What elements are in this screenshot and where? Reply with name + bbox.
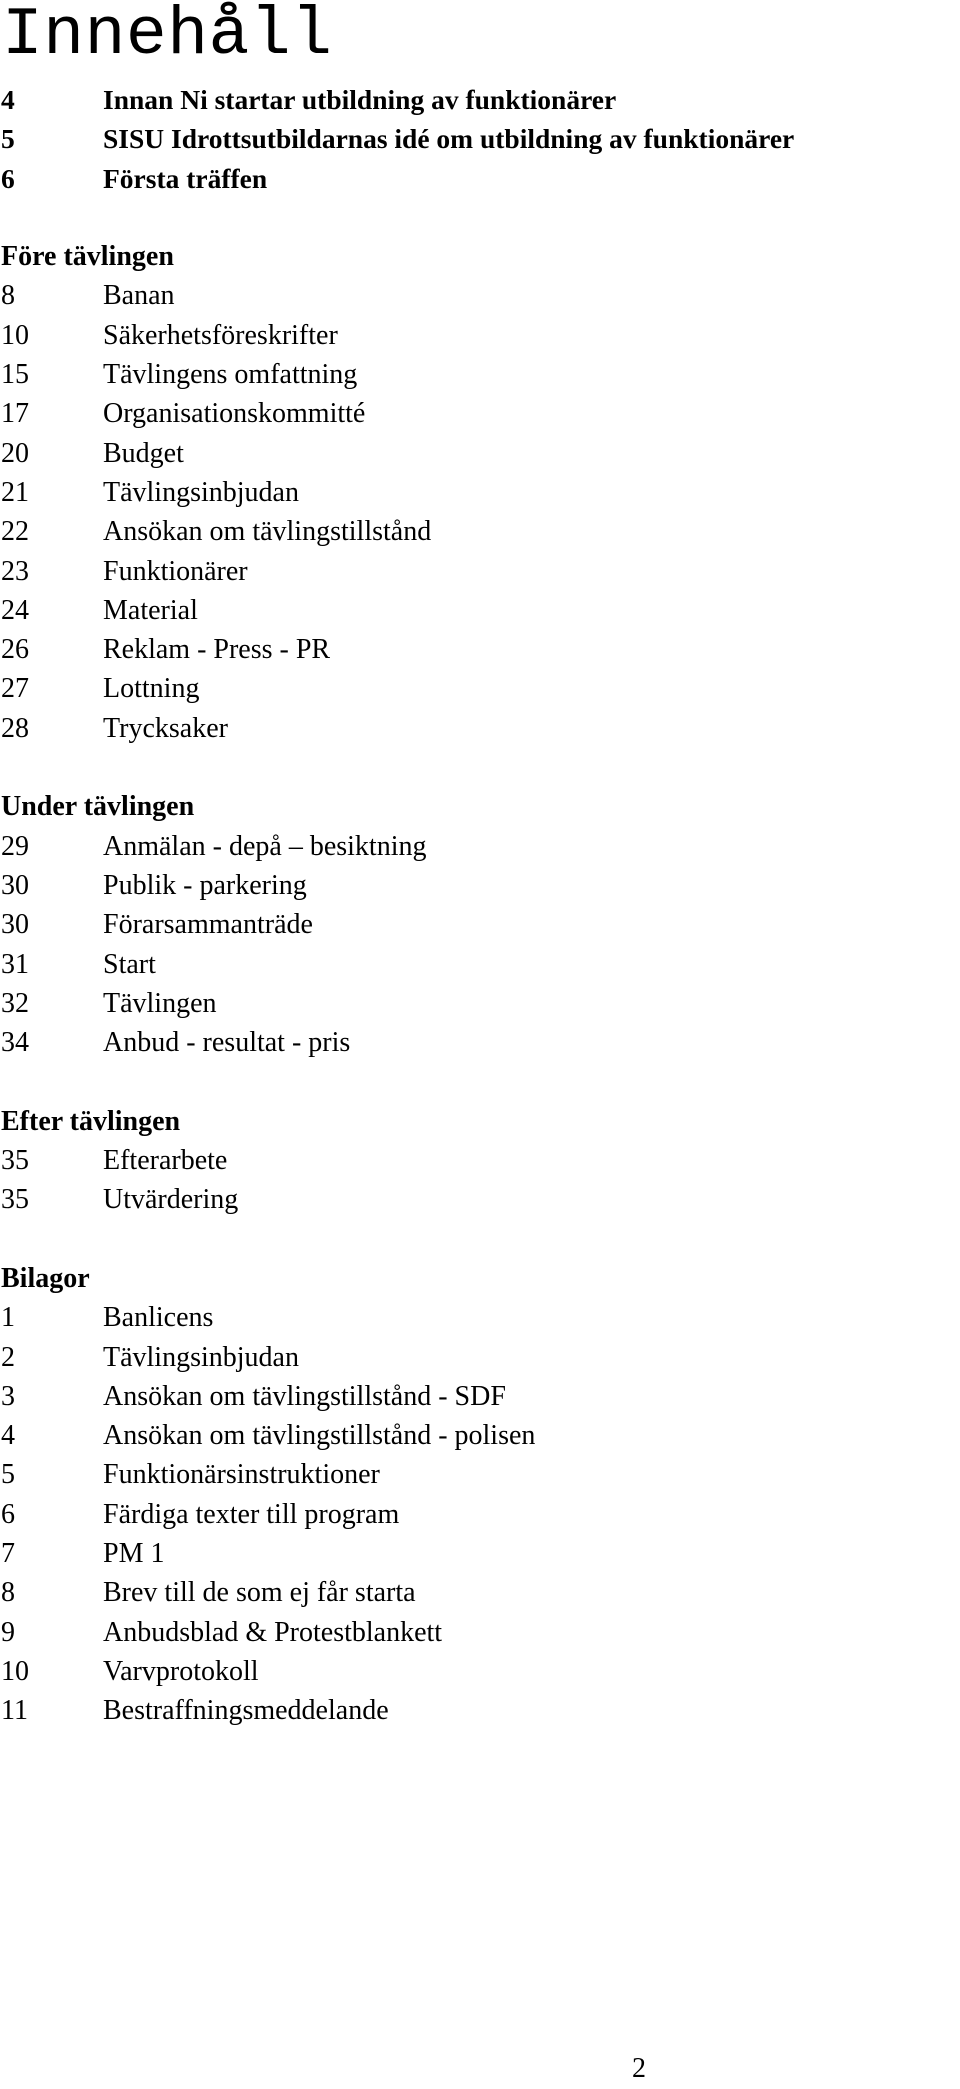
toc-entry-title: Ansökan om tävlingstillstånd - polisen xyxy=(103,1420,536,1452)
toc-entry-title: Färdiga texter till program xyxy=(103,1498,400,1530)
toc-entry-title: Första träffen xyxy=(103,162,268,194)
toc-entry xyxy=(0,434,960,473)
toc-entry-title: PM 1 xyxy=(103,1537,165,1569)
toc-page-number: 9 xyxy=(1,1616,15,1648)
toc-page-number: 10 xyxy=(1,1655,29,1687)
toc-entry-title: Banlicens xyxy=(103,1302,214,1334)
toc-entry-title: Efterarbete xyxy=(103,1145,228,1177)
toc-entry-title: Säkerhetsföreskrifter xyxy=(103,319,338,351)
toc-entry xyxy=(0,159,960,198)
toc-entry-title: Tävlingsinbjudan xyxy=(103,476,299,508)
toc-page-number: 11 xyxy=(1,1695,28,1727)
toc-page-number: 15 xyxy=(1,359,29,391)
toc-entry xyxy=(0,1141,960,1180)
toc-page-number: 4 xyxy=(1,84,15,115)
page-number: 2 xyxy=(632,2053,646,2084)
toc-page-number: 10 xyxy=(1,319,29,351)
toc-entry-title: Banan xyxy=(103,280,175,312)
toc-page-number: 23 xyxy=(1,555,29,587)
toc-entry xyxy=(0,355,960,394)
toc-entry-title: SISU Idrottsutbildarnas idé om utbildning av funktionärer xyxy=(103,123,795,155)
toc-entry xyxy=(0,316,960,355)
toc-page-number: 7 xyxy=(1,1537,15,1569)
table-of-contents xyxy=(0,80,960,1730)
toc-page-number: 28 xyxy=(1,712,29,744)
toc-page-number: 2 xyxy=(1,1341,15,1373)
toc-page-number: 8 xyxy=(1,1577,15,1609)
toc-entry-title: Anbudsblad & Protestblankett xyxy=(103,1616,443,1648)
toc-page-number: 8 xyxy=(1,280,15,312)
toc-page-number: 22 xyxy=(1,516,29,548)
toc-entry-title: Utvärdering xyxy=(103,1184,239,1216)
toc-page-number: 6 xyxy=(1,1498,15,1530)
toc-page-number: 20 xyxy=(1,437,29,469)
toc-section-heading: Under tävlingen xyxy=(1,791,195,823)
toc-entry-title: Reklam - Press - PR xyxy=(103,634,331,666)
toc-page-number: 35 xyxy=(1,1184,29,1216)
toc-entry-title: Budget xyxy=(103,437,184,469)
toc-entry xyxy=(0,512,960,551)
toc-entry xyxy=(0,1691,960,1730)
toc-entry xyxy=(0,905,960,944)
toc-entry xyxy=(0,709,960,748)
toc-entry xyxy=(0,119,960,158)
toc-page-number: 4 xyxy=(1,1420,15,1452)
toc-section-heading: Före tävlingen xyxy=(1,241,174,273)
toc-section-heading: Efter tävlingen xyxy=(1,1105,181,1137)
toc-page-number: 5 xyxy=(1,1459,15,1491)
toc-entry-title: Tävlingsinbjudan xyxy=(103,1341,299,1373)
toc-page-number: 29 xyxy=(1,830,29,862)
toc-entry-title: Trycksaker xyxy=(103,712,228,744)
toc-entry xyxy=(0,1652,960,1691)
toc-entry-title: Lottning xyxy=(103,673,200,705)
toc-page-number: 3 xyxy=(1,1380,15,1412)
toc-entry xyxy=(0,1338,960,1377)
toc-entry-title: Innan Ni startar utbildning av funktionärer xyxy=(103,84,617,115)
toc-page-number: 30 xyxy=(1,869,29,901)
toc-entry xyxy=(0,669,960,708)
toc-page-number: 32 xyxy=(1,987,29,1019)
toc-page-number: 5 xyxy=(1,123,15,155)
toc-entry-title: Start xyxy=(103,948,156,980)
toc-page-number: 35 xyxy=(1,1145,29,1177)
toc-page-number: 31 xyxy=(1,948,29,980)
toc-entry xyxy=(0,1613,960,1652)
toc-entry-title: Varvprotokoll xyxy=(103,1655,259,1687)
toc-entry-title: Tävlingen xyxy=(103,987,217,1019)
toc-page-number: 24 xyxy=(1,594,29,626)
toc-entry xyxy=(0,945,960,984)
toc-entry xyxy=(0,984,960,1023)
toc-entry xyxy=(0,1377,960,1416)
toc-entry xyxy=(0,80,960,119)
toc-entry-title: Anbud - resultat - pris xyxy=(103,1027,351,1059)
toc-entry-title: Publik - parkering xyxy=(103,869,307,901)
toc-page-number: 17 xyxy=(1,398,29,430)
toc-entry xyxy=(0,1416,960,1455)
toc-entry-title: Ansökan om tävlingstillstånd - SDF xyxy=(103,1380,506,1412)
toc-entry-title: Tävlingens omfattning xyxy=(103,359,358,391)
toc-entry-title: Brev till de som ej får starta xyxy=(103,1577,416,1609)
toc-page-number: 1 xyxy=(1,1302,15,1334)
toc-entry-title: Förarsammanträde xyxy=(103,909,313,941)
toc-section-heading: Bilagor xyxy=(1,1262,90,1294)
toc-entry-title: Funktionärer xyxy=(103,555,248,587)
toc-page-number: 34 xyxy=(1,1027,29,1059)
toc-page-number: 30 xyxy=(1,909,29,941)
toc-entry xyxy=(0,866,960,905)
toc-entry xyxy=(0,1298,960,1337)
toc-entry-title: Organisationskommitté xyxy=(103,398,366,430)
toc-page-number: 27 xyxy=(1,673,29,705)
toc-entry xyxy=(0,552,960,591)
toc-page-number: 21 xyxy=(1,476,29,508)
toc-entry xyxy=(0,1180,960,1219)
toc-entry-title: Funktionärsinstruktioner xyxy=(103,1459,380,1491)
toc-entry xyxy=(0,1023,960,1062)
toc-entry-title: Anmälan - depå – besiktning xyxy=(103,830,427,862)
toc-entry xyxy=(0,630,960,669)
page-title: Innehåll xyxy=(2,0,333,74)
toc-entry-title: Bestraffningsmeddelande xyxy=(103,1695,389,1727)
toc-entry xyxy=(0,827,960,866)
toc-entry xyxy=(0,394,960,433)
toc-page-number: 6 xyxy=(1,162,15,194)
toc-page-number: 26 xyxy=(1,634,29,666)
toc-entry xyxy=(0,1534,960,1573)
toc-entry xyxy=(0,1455,960,1494)
toc-entry xyxy=(0,473,960,512)
toc-entry xyxy=(0,276,960,315)
toc-entry xyxy=(0,1573,960,1612)
toc-entry-title: Material xyxy=(103,594,198,626)
toc-entry xyxy=(0,1495,960,1534)
toc-entry xyxy=(0,591,960,630)
toc-entry-title: Ansökan om tävlingstillstånd xyxy=(103,516,432,548)
